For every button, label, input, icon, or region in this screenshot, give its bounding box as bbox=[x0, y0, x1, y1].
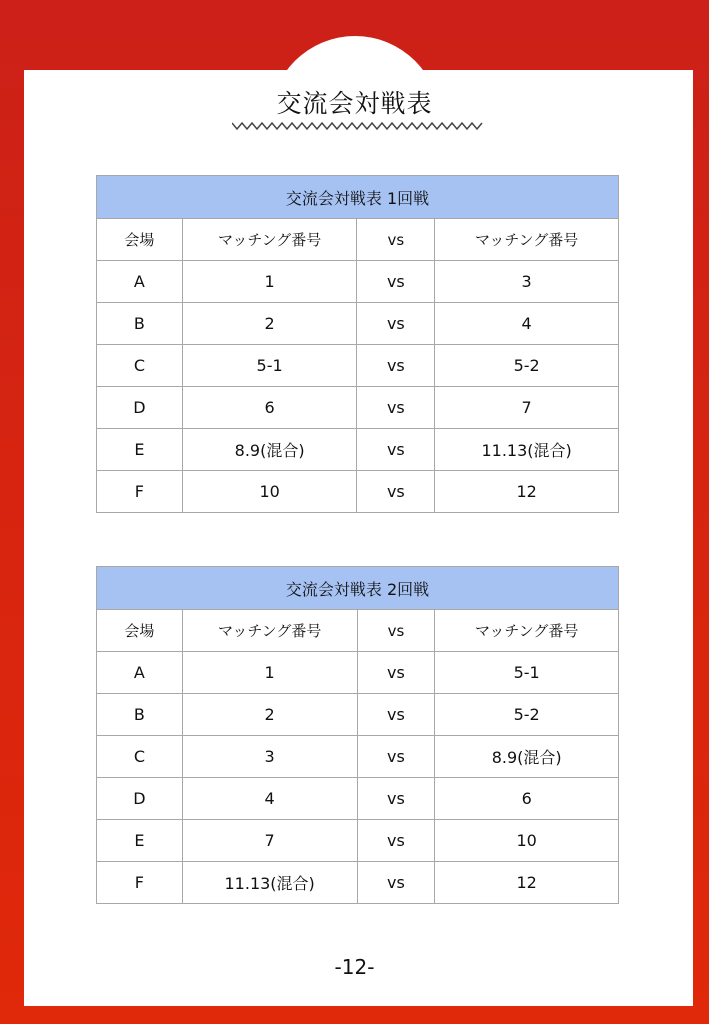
team-cell: 12 bbox=[435, 862, 619, 904]
team-cell: 2 bbox=[182, 694, 357, 736]
team-cell: 3 bbox=[435, 261, 619, 303]
vs-cell: vs bbox=[357, 736, 435, 778]
header-venue: 会場 bbox=[97, 219, 183, 261]
table-row bbox=[97, 429, 619, 471]
table-row bbox=[97, 652, 619, 694]
vs-cell: vs bbox=[357, 778, 435, 820]
team-cell: 3 bbox=[182, 736, 357, 778]
venue-cell: A bbox=[97, 652, 183, 694]
vs-cell: vs bbox=[357, 820, 435, 862]
team-cell: 4 bbox=[182, 778, 357, 820]
vs-cell: vs bbox=[357, 694, 435, 736]
team-cell: 12 bbox=[435, 471, 619, 513]
team-cell: 10 bbox=[435, 820, 619, 862]
vs-cell: vs bbox=[357, 652, 435, 694]
vs-cell: vs bbox=[357, 303, 435, 345]
vs-cell: vs bbox=[357, 862, 435, 904]
table-row bbox=[97, 345, 619, 387]
round2-header-row bbox=[97, 610, 619, 652]
team-cell: 5-1 bbox=[435, 652, 619, 694]
team-cell: 7 bbox=[182, 820, 357, 862]
venue-cell: D bbox=[97, 778, 183, 820]
header-vs: vs bbox=[357, 219, 435, 261]
team-cell: 5-2 bbox=[435, 345, 619, 387]
table-row bbox=[97, 261, 619, 303]
zigzag-divider bbox=[232, 121, 484, 131]
round2-table bbox=[96, 566, 619, 904]
document-title: 交流会対戦表 bbox=[276, 89, 433, 118]
team-cell: 6 bbox=[182, 387, 357, 429]
header-matching-number: マッチング番号 bbox=[182, 219, 357, 261]
vs-cell: vs bbox=[357, 345, 435, 387]
header-matching-number: マッチング番号 bbox=[435, 610, 619, 652]
table-row bbox=[97, 820, 619, 862]
round1-header-row bbox=[97, 219, 619, 261]
venue-cell: E bbox=[97, 820, 183, 862]
page-number: -12- bbox=[334, 955, 375, 979]
venue-cell: C bbox=[97, 736, 183, 778]
table-row bbox=[97, 862, 619, 904]
team-cell: 5-2 bbox=[435, 694, 619, 736]
header-matching-number: マッチング番号 bbox=[182, 610, 357, 652]
venue-cell: C bbox=[97, 345, 183, 387]
venue-cell: B bbox=[97, 303, 183, 345]
team-cell: 8.9(混合) bbox=[182, 429, 357, 471]
team-cell: 11.13(混合) bbox=[435, 429, 619, 471]
team-cell: 10 bbox=[182, 471, 357, 513]
table-row bbox=[97, 471, 619, 513]
venue-cell: B bbox=[97, 694, 183, 736]
vs-cell: vs bbox=[357, 261, 435, 303]
header-venue: 会場 bbox=[97, 610, 183, 652]
round1-table bbox=[96, 175, 619, 513]
team-cell: 8.9(混合) bbox=[435, 736, 619, 778]
header-vs: vs bbox=[357, 610, 435, 652]
table-row bbox=[97, 736, 619, 778]
venue-cell: F bbox=[97, 862, 183, 904]
header-matching-number: マッチング番号 bbox=[435, 219, 619, 261]
team-cell: 1 bbox=[182, 261, 357, 303]
round1-caption: 交流会対戦表 1回戦 bbox=[97, 176, 619, 219]
table-row bbox=[97, 778, 619, 820]
team-cell: 4 bbox=[435, 303, 619, 345]
table-row bbox=[97, 387, 619, 429]
team-cell: 1 bbox=[182, 652, 357, 694]
team-cell: 7 bbox=[435, 387, 619, 429]
team-cell: 5-1 bbox=[182, 345, 357, 387]
table-row bbox=[97, 303, 619, 345]
vs-cell: vs bbox=[357, 387, 435, 429]
venue-cell: E bbox=[97, 429, 183, 471]
team-cell: 6 bbox=[435, 778, 619, 820]
vs-cell: vs bbox=[357, 471, 435, 513]
venue-cell: A bbox=[97, 261, 183, 303]
venue-cell: F bbox=[97, 471, 183, 513]
team-cell: 2 bbox=[182, 303, 357, 345]
round2-caption: 交流会対戦表 2回戦 bbox=[97, 567, 619, 610]
team-cell: 11.13(混合) bbox=[182, 862, 357, 904]
vs-cell: vs bbox=[357, 429, 435, 471]
table-row bbox=[97, 694, 619, 736]
venue-cell: D bbox=[97, 387, 183, 429]
